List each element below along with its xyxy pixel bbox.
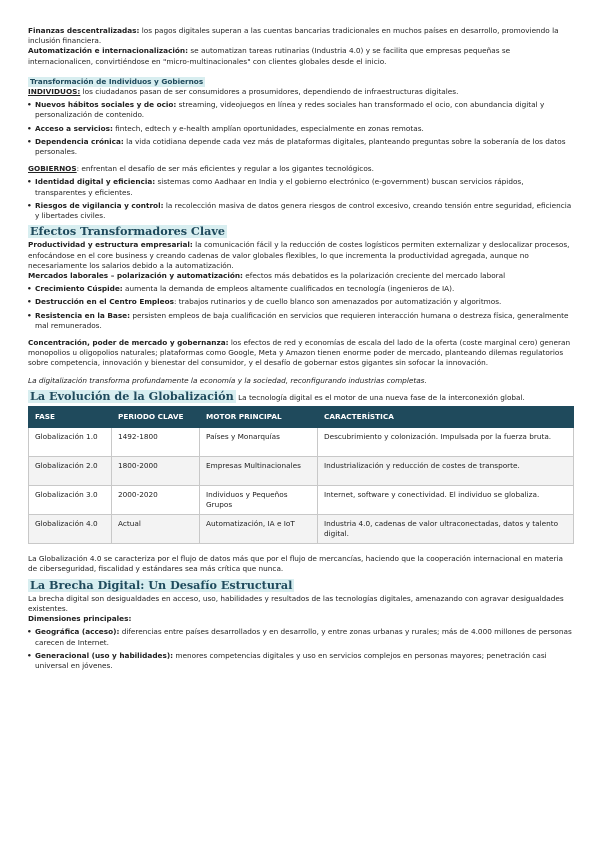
table-cell: Globalización 2.0 — [29, 457, 112, 486]
section-heading-brecha: La Brecha Digital: Un Desafío Estructural — [30, 577, 293, 592]
list-item-title: Riesgos de vigilancia y control: — [35, 200, 164, 210]
list-item-text: fintech, edtech y e-health amplían oportunidades, especialmente en zonas remotas. — [112, 123, 424, 133]
table-cell: Individuos y Pequeños Grupos — [200, 486, 318, 515]
table-cell: Industrialización y reducción de costes de transporte. — [318, 457, 574, 486]
table-row — [29, 457, 574, 486]
list-item-text: diferencias entre países desarrollados y en desarrollo, y entre zonas urbanas y rurales; más de 4.000 millones de personas carecen de Internet. — [35, 627, 572, 647]
table-header-row — [29, 407, 574, 428]
paragraph-concentracion — [28, 338, 574, 369]
list-item-title: Acceso a servicios: — [35, 123, 113, 133]
paragraph-text: la comunicación fácil y la reducción de costes logísticos permiten externalizar y deslocalizar procesos, enfocándose en el core business y creando cadenas de valor globales flexibles, lo que incrementa la productividad agregada, aunque no necesariamente los salarios debido a la automatización. — [28, 240, 570, 270]
list-item — [28, 311, 574, 331]
table-cell: Globalización 4.0 — [29, 515, 112, 544]
label-gobiernos: GOBIERNOS — [28, 164, 77, 174]
list-item-title: Nuevos hábitos sociales y de ocio: — [35, 100, 177, 110]
list-item-title: Destrucción en el Centro Empleos — [35, 297, 174, 307]
paragraph-text: los pagos digitales superan a las cuentas bancarias tradicionales en muchos países en desarrollo, promoviendo la inclusión financiera. — [28, 26, 559, 46]
list-item — [28, 651, 574, 671]
paragraph-finanzas — [28, 26, 574, 46]
evolucion-heading-row — [28, 390, 574, 403]
list-item-title: Resistencia en la Base: — [35, 310, 131, 320]
paragraph-individuos — [28, 87, 574, 97]
list-item-text: persisten empleos de baja cualificación en servicios que requieren interacción humana o destreza física, generalmente mal remunerados. — [35, 310, 569, 330]
table-cell: Globalización 3.0 — [29, 486, 112, 515]
list-item-title: Identidad digital y eficiencia: — [35, 177, 156, 187]
paragraph-gobiernos — [28, 164, 574, 174]
list-item-text: streaming, videojuegos en línea y redes sociales han transformado el ocio, con abundancia digital y personalización de contenido. — [35, 100, 545, 120]
list-item — [28, 100, 574, 120]
table-row — [29, 515, 574, 544]
paragraph-title: Concentración, poder de mercado y gobernanza: — [28, 338, 229, 348]
table-cell: Descubrimiento y colonización. Impulsada por la fuerza bruta. — [318, 428, 574, 457]
list-item — [28, 284, 574, 294]
section-heading-evolucion: La Evolución de la Globalización — [30, 388, 234, 403]
paragraph-mercados — [28, 271, 574, 281]
paragraph-productividad — [28, 240, 574, 271]
dimensiones-label: Dimensiones principales: — [28, 614, 132, 624]
table-cell: Empresas Multinacionales — [200, 457, 318, 486]
list-item — [28, 201, 574, 221]
table-cell: Países y Monarquías — [200, 428, 318, 457]
table-row — [29, 486, 574, 515]
paragraph-title: Automatización e internacionalización: — [28, 46, 189, 56]
list-item-text: menores competencias digitales y uso en servicios complejos en personas mayores; penetración casi universal en jóvenes. — [35, 650, 547, 670]
paragraph-brecha-intro: La brecha digital son desigualdades en acceso, uso, habilidades y resultados de las tecnologías digitales, amenazando con agravar desigualdades existentes. — [28, 593, 564, 613]
table-header-cell: CARACTERÍSTICA — [318, 407, 574, 428]
list-item — [28, 177, 574, 197]
table-cell: 1492-1800 — [112, 428, 200, 457]
paragraph-title: Finanzas descentralizadas: — [28, 26, 140, 35]
paragraph-automatizacion — [28, 46, 574, 66]
paragraph-text: : enfrentan el desafío de ser más eficientes y regular a los gigantes tecnológicos. — [76, 164, 374, 174]
list-item — [28, 137, 574, 157]
list-item-text: la vida cotidiana depende cada vez más de plataformas digitales, planteando preguntas sobre la soberanía de los datos personales. — [35, 136, 566, 157]
table-cell: 2000-2020 — [112, 486, 200, 515]
paragraph-title: Mercados laborales – polarización y automatización: — [28, 271, 243, 281]
paragraph-globalizacion-40: La Globalización 4.0 se caracteriza por el flujo de datos más que por el flujo de mercancías, haciendo que la cooperación internacional en materia de ciberseguridad, fiscalidad y estándares sea más crítica que nunca. — [28, 554, 563, 574]
paragraph-title: Productividad y estructura empresarial: — [28, 240, 193, 250]
table-cell: Automatización, IA e IoT — [200, 515, 318, 544]
paragraph-text: los ciudadanos pasan de ser consumidores a prosumidores, dependiendo de infraestructuras digitales. — [80, 87, 459, 97]
section-subheading: Transformación de Individuos y Gobiernos — [30, 76, 204, 86]
paragraph-text: efectos más debatidos es la polarización creciente del mercado laboral — [242, 271, 506, 281]
list-item-title: Geográfica (acceso): — [35, 627, 120, 637]
list-item-title: Dependencia crónica: — [35, 136, 124, 146]
table-header-cell: FASE — [29, 407, 112, 428]
list-item-title: Generacional (uso y habilidades): — [35, 650, 174, 660]
list-item — [28, 297, 574, 307]
table-cell: Actual — [112, 515, 200, 544]
table-cell: 1800-2000 — [112, 457, 200, 486]
list-item — [28, 124, 574, 134]
list-item-text: : trabajos rutinarios y de cuello blanco son amenazados por automatización y algoritmos. — [173, 297, 502, 307]
table-header-cell: MOTOR PRINCIPAL — [200, 407, 318, 428]
table-cell: Industria 4.0, cadenas de valor ultraconectadas, datos y talento digital. — [318, 515, 574, 544]
list-item-text: sistemas como Aadhaar en India y el gobierno electrónico (e-government) buscan servicios rápidos, transparentes y eficientes. — [35, 177, 524, 197]
table-cell: Globalización 1.0 — [29, 428, 112, 457]
section-heading-efectos: Efectos Transformadores Clave — [30, 224, 225, 239]
table-row — [29, 428, 574, 457]
list-item-text: la recolección masiva de datos genera riesgos de control excesivo, creando tensión entre seguridad, eficiencia y libertades civiles. — [35, 200, 572, 221]
list-item-title: Crecimiento Cúspide: — [35, 284, 123, 294]
evolucion-intro: La tecnología digital es el motor de una nueva fase de la interconexión global. — [235, 392, 525, 402]
list-item-text: aumenta la demanda de empleos altamente cualificados en tecnología (ingenieros de IA). — [122, 284, 455, 294]
paragraph-text: se automatizan tareas rutinarias (Industria 4.0) y se facilita que empresas pequeñas se internacionalicen, convirtiéndose en "micro-multinacionales" con clientes globales desde el inicio. — [28, 46, 511, 66]
label-individuos: INDIVIDUOS: — [28, 87, 81, 97]
globalizacion-table — [28, 406, 574, 544]
table-header-cell: PERIODO CLAVE — [112, 407, 200, 428]
paragraph-text: los efectos de red y economías de escala del lado de la oferta (coste marginal cero) generan monopolios u oligopolios naturales; plataformas como Google, Meta y Amazon tienen enorme poder de mercado, planteando dilemas regulatorios sobre competencia, innovación y bienestar del consumidor, y el desafío de gobernar estos gigantes sin sofocar la innovación. — [28, 338, 571, 368]
list-item — [28, 627, 574, 647]
italic-summary: La digitalización transforma profundamente la economía y la sociedad, reconfigurando industrias completas. — [28, 375, 427, 385]
table-cell: Internet, software y conectividad. El individuo se globaliza. — [318, 486, 574, 515]
